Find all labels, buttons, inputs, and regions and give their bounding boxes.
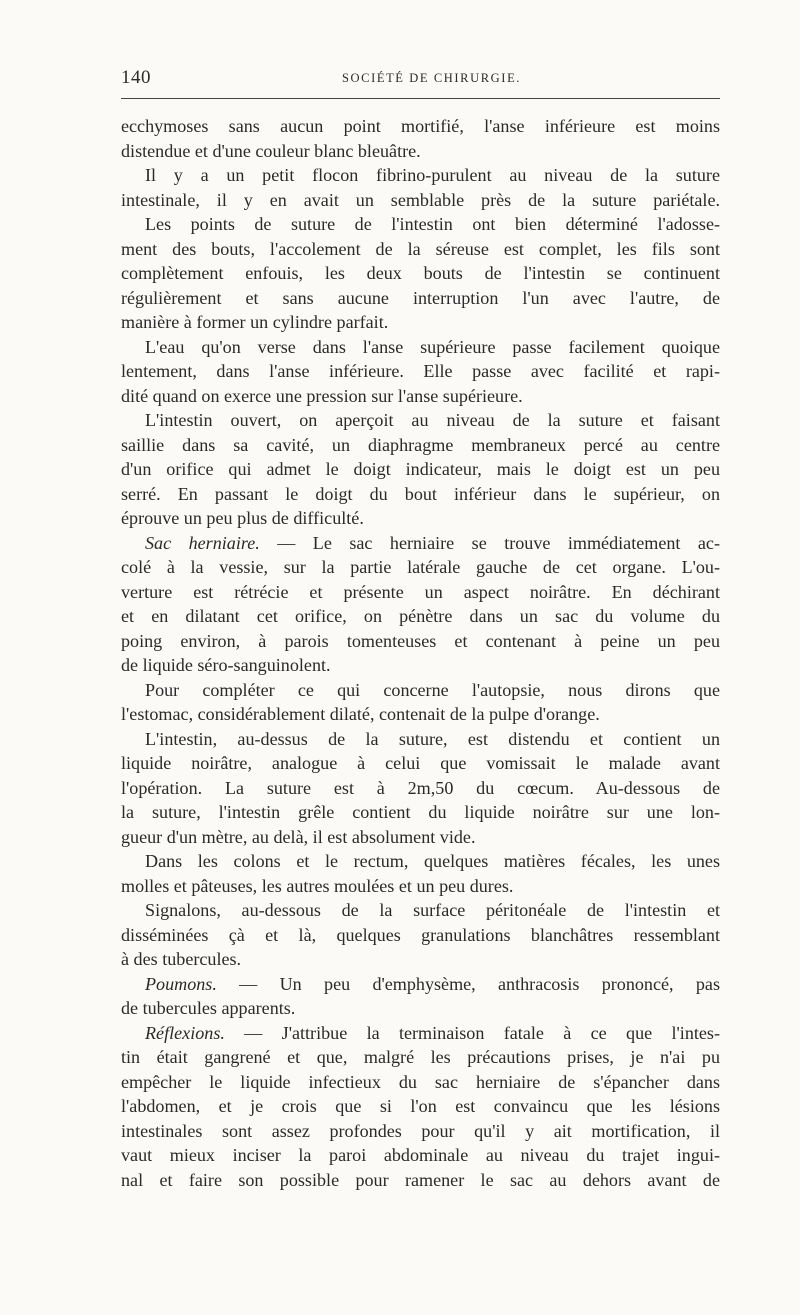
text-run: — Le sac herniaire se trouve immédiatement ac- [259,532,720,553]
text-line: l'estomac, considérablement dilaté, contenait de la pulpe d'orange. [121,704,600,724]
text-line: tin était gangrené et que, malgré les précautions prises, je n'ai pu [121,1047,720,1067]
text-line: vaut mieux inciser la paroi abdominale au niveau du trajet ingui- [121,1145,720,1165]
text-line: intestinales sont assez profondes pour qu'il y ait mortification, il [121,1120,720,1141]
text-line: verture est rétrécie et présente un aspect noirâtre. En déchirant [121,581,720,602]
text-line: molles et pâteuses, les autres moulées et un peu dures. [121,875,514,896]
text-line: éprouve un peu plus de difficulté. [121,508,364,528]
text-line: poing environ, à parois tomenteuses et contenant à peine un peu [121,630,720,651]
text-line: l'abdomen, et je crois que si l'on est convaincu que les lésions [121,1096,720,1116]
text-line: colé à la vessie, sur la partie latérale gauche de cet organe. L'ou- [121,557,720,577]
text-line: dité quand on exerce une pression sur l'anse supérieure. [121,385,523,406]
text-line: ecchymoses sans aucun point mortifié, l'anse inférieure est moins [121,116,720,136]
text-line: complètement enfouis, les deux bouts de l'intestin se continuent [121,263,720,283]
text-line [121,1021,720,1046]
running-title: SOCIÉTÉ DE CHIRURGIE. [341,71,522,85]
text-line: lentement, dans l'anse inférieure. Elle passe avec facilité et rapi- [121,361,720,381]
text-line: disséminées çà et là, quelques granulations blanchâtres ressemblant [121,924,720,945]
text-line: Dans les colons et le rectum, quelques matières fécales, les unes [145,851,720,871]
text-line: ment des bouts, l'accolement de la séreuse est complet, les fils sont [121,238,720,259]
text-line [121,972,720,997]
text-line: gueur d'un mètre, au delà, il est absolument vide. [121,826,476,847]
text-line: L'eau qu'on verse dans l'anse supérieure passe facilement quoique [145,336,720,357]
text-line: l'opération. La suture est à 2m,50 du cœcum. Au-dessous de [121,777,720,798]
text-line [121,531,720,556]
text-line: empêcher le liquide infectieux du sac herniaire de s'épancher dans [121,1071,720,1092]
text-line: d'un orifice qui admet le doigt indicateur, mais le doigt est un peu [121,459,720,479]
header-rule [121,98,720,99]
text-line: la suture, l'intestin grêle contient du liquide noirâtre sur une lon- [121,802,720,822]
text-line: liquide noirâtre, analogue à celui que vomissait le malade avant [121,753,720,773]
text-line: de liquide séro-sanguinolent. [121,655,331,675]
text-line: nal et faire son possible pour ramener le sac au dehors avant de [121,1169,720,1190]
section-heading: Sac herniaire. [145,532,260,553]
text-line: régulièrement et sans aucune interruption l'un avec l'autre, de [121,287,720,308]
text-line: L'intestin ouvert, on aperçoit au niveau de la suture et faisant [145,410,720,430]
text-line: Pour compléter ce qui concerne l'autopsie, nous dirons que [145,679,720,700]
text-line: de tubercules apparents. [121,998,296,1018]
text-line: et en dilatant cet orifice, on pénètre dans un sac du volume du [121,606,720,626]
page-header [121,66,720,90]
text-line: Il y a un petit flocon fibrino-purulent au niveau de la suture [145,165,720,185]
text-line: Les points de suture de l'intestin ont bien déterminé l'adosse- [145,214,720,234]
text-run: — Un peu d'emphysème, anthracosis prononcé, pas [216,973,720,994]
text-line: intestinale, il y en avait un semblable près de la suture pariétale. [121,189,720,210]
body-text [121,114,720,1192]
text-line: distendue et d'une couleur blanc bleuâtre. [121,140,421,161]
section-heading: Poumons. [145,973,217,994]
text-line: manière à former un cylindre parfait. [121,312,389,332]
text-line: à des tubercules. [121,949,242,969]
text-line: L'intestin, au-dessus de la suture, est distendu et contient un [145,728,720,749]
page-number: 140 [121,67,151,88]
text-line: serré. En passant le doigt du bout inférieur dans le supérieur, on [121,483,720,504]
text-line: saillie dans sa cavité, un diaphragme membraneux percé au centre [121,434,720,455]
text-run: — J'attribue la terminaison fatale à ce que l'intes- [224,1022,720,1043]
text-line: Signalons, au-dessous de la surface péritonéale de l'intestin et [145,900,720,920]
section-heading: Réflexions. [145,1022,225,1043]
